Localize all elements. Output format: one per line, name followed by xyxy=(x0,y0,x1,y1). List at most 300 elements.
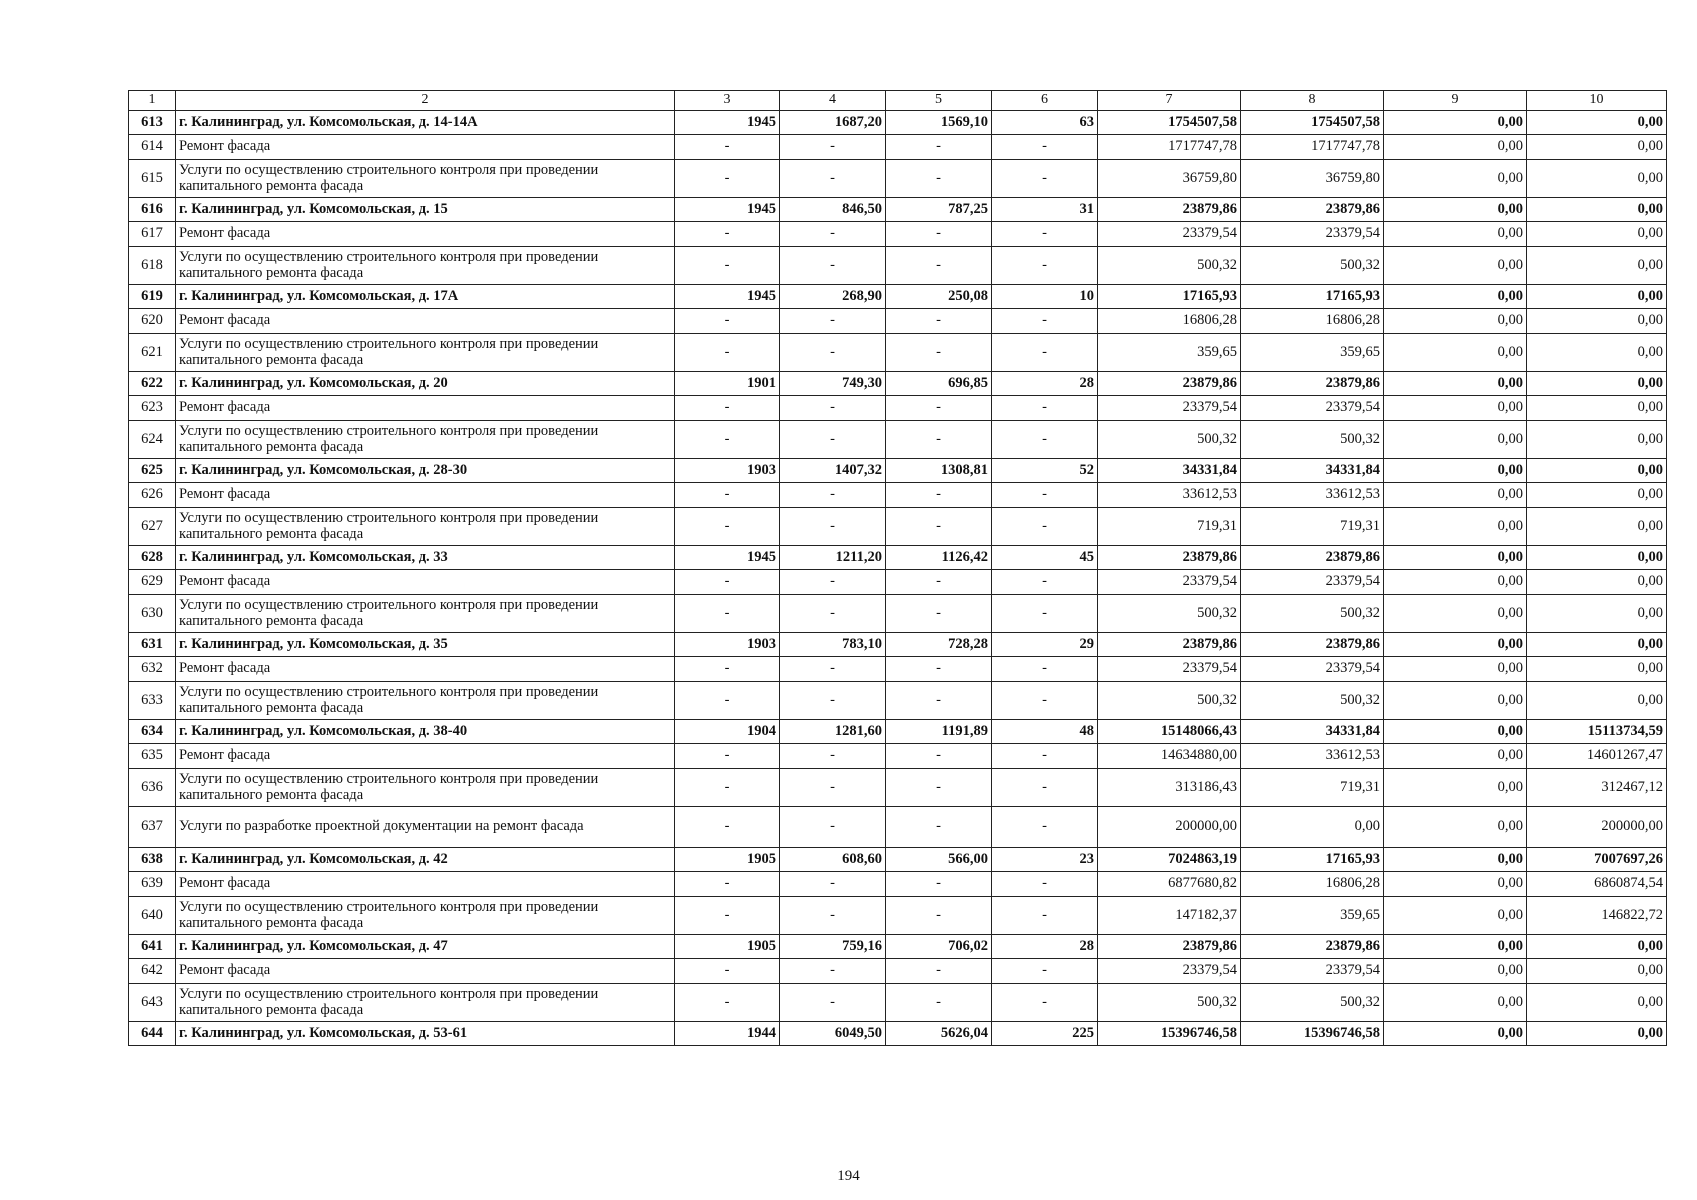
row-description: Услуги по осуществлению строительного контроля при проведении капитального ремонта фасада xyxy=(176,334,675,372)
residential-area: 1569,10 xyxy=(886,111,992,135)
cost-column-8: 359,65 xyxy=(1241,897,1384,935)
work-row xyxy=(129,682,1667,720)
cost-column-9: 0,00 xyxy=(1384,1022,1527,1046)
build-year: 1945 xyxy=(675,198,780,222)
row-description: Услуги по осуществлению строительного контроля при проведении капитального ремонта фасада xyxy=(176,247,675,285)
cost-column-9: 0,00 xyxy=(1384,935,1527,959)
total-area: - xyxy=(780,959,886,984)
column-header: 8 xyxy=(1241,91,1384,111)
build-year: - xyxy=(675,872,780,897)
row-number: 642 xyxy=(129,959,176,984)
row-description: г. Калининград, ул. Комсомольская, д. 28-30 xyxy=(176,459,675,483)
residents-count: 23 xyxy=(992,848,1098,872)
row-number: 616 xyxy=(129,198,176,222)
residential-area: - xyxy=(886,897,992,935)
row-description: Ремонт фасада xyxy=(176,959,675,984)
capital-repair-table xyxy=(128,90,1667,1046)
residential-area: - xyxy=(886,570,992,595)
cost-column-8: 719,31 xyxy=(1241,508,1384,546)
cost-column-10: 0,00 xyxy=(1527,198,1667,222)
cost-column-10: 0,00 xyxy=(1527,285,1667,309)
column-header: 10 xyxy=(1527,91,1667,111)
cost-column-8: 33612,53 xyxy=(1241,744,1384,769)
residents-count: - xyxy=(992,872,1098,897)
cost-column-9: 0,00 xyxy=(1384,872,1527,897)
row-number: 640 xyxy=(129,897,176,935)
row-number: 635 xyxy=(129,744,176,769)
build-year: 1944 xyxy=(675,1022,780,1046)
total-cost: 15396746,58 xyxy=(1098,1022,1241,1046)
residential-area: 566,00 xyxy=(886,848,992,872)
total-cost: 33612,53 xyxy=(1098,483,1241,508)
residential-area: 1126,42 xyxy=(886,546,992,570)
row-number: 618 xyxy=(129,247,176,285)
total-area: - xyxy=(780,595,886,633)
cost-column-9: 0,00 xyxy=(1384,744,1527,769)
residents-count: 29 xyxy=(992,633,1098,657)
address-row xyxy=(129,546,1667,570)
row-description: Ремонт фасада xyxy=(176,135,675,160)
cost-column-10: 312467,12 xyxy=(1527,769,1667,807)
cost-column-9: 0,00 xyxy=(1384,508,1527,546)
residential-area: - xyxy=(886,657,992,682)
total-cost: 36759,80 xyxy=(1098,160,1241,198)
residential-area: - xyxy=(886,309,992,334)
residents-count: - xyxy=(992,769,1098,807)
total-area: - xyxy=(780,135,886,160)
cost-column-9: 0,00 xyxy=(1384,657,1527,682)
cost-column-10: 0,00 xyxy=(1527,483,1667,508)
total-cost: 23379,54 xyxy=(1098,396,1241,421)
work-row xyxy=(129,769,1667,807)
row-number: 638 xyxy=(129,848,176,872)
total-area: - xyxy=(780,160,886,198)
residents-count: 28 xyxy=(992,372,1098,396)
work-row xyxy=(129,595,1667,633)
cost-column-10: 0,00 xyxy=(1527,309,1667,334)
cost-column-10: 0,00 xyxy=(1527,657,1667,682)
residential-area: 1191,89 xyxy=(886,720,992,744)
residents-count: - xyxy=(992,595,1098,633)
total-area: - xyxy=(780,984,886,1022)
cost-column-8: 36759,80 xyxy=(1241,160,1384,198)
row-description: г. Калининград, ул. Комсомольская, д. 17А xyxy=(176,285,675,309)
row-description: Ремонт фасада xyxy=(176,570,675,595)
row-number: 631 xyxy=(129,633,176,657)
residential-area: - xyxy=(886,247,992,285)
cost-column-8: 23879,86 xyxy=(1241,372,1384,396)
row-description: г. Калининград, ул. Комсомольская, д. 14-14А xyxy=(176,111,675,135)
cost-column-9: 0,00 xyxy=(1384,309,1527,334)
row-description: г. Калининград, ул. Комсомольская, д. 47 xyxy=(176,935,675,959)
row-number: 621 xyxy=(129,334,176,372)
cost-column-10: 0,00 xyxy=(1527,135,1667,160)
cost-column-10: 0,00 xyxy=(1527,396,1667,421)
residents-count: - xyxy=(992,135,1098,160)
build-year: - xyxy=(675,247,780,285)
total-area: 6049,50 xyxy=(780,1022,886,1046)
row-number: 622 xyxy=(129,372,176,396)
residential-area: - xyxy=(886,984,992,1022)
total-cost: 7024863,19 xyxy=(1098,848,1241,872)
cost-column-10: 200000,00 xyxy=(1527,807,1667,848)
total-cost: 200000,00 xyxy=(1098,807,1241,848)
residents-count: 48 xyxy=(992,720,1098,744)
residents-count: 10 xyxy=(992,285,1098,309)
build-year: 1903 xyxy=(675,459,780,483)
row-number: 630 xyxy=(129,595,176,633)
work-row xyxy=(129,984,1667,1022)
row-description: Услуги по осуществлению строительного контроля при проведении капитального ремонта фасада xyxy=(176,682,675,720)
work-row xyxy=(129,334,1667,372)
cost-column-9: 0,00 xyxy=(1384,848,1527,872)
build-year: - xyxy=(675,595,780,633)
cost-column-8: 500,32 xyxy=(1241,247,1384,285)
total-area: - xyxy=(780,421,886,459)
column-header: 5 xyxy=(886,91,992,111)
total-cost: 500,32 xyxy=(1098,984,1241,1022)
row-number: 620 xyxy=(129,309,176,334)
cost-column-8: 500,32 xyxy=(1241,984,1384,1022)
total-area: 1687,20 xyxy=(780,111,886,135)
row-description: г. Калининград, ул. Комсомольская, д. 35 xyxy=(176,633,675,657)
row-number: 633 xyxy=(129,682,176,720)
total-area: - xyxy=(780,483,886,508)
cost-column-9: 0,00 xyxy=(1384,459,1527,483)
build-year: 1945 xyxy=(675,546,780,570)
cost-column-8: 359,65 xyxy=(1241,334,1384,372)
cost-column-8: 17165,93 xyxy=(1241,848,1384,872)
cost-column-9: 0,00 xyxy=(1384,720,1527,744)
residential-area: - xyxy=(886,483,992,508)
work-row xyxy=(129,508,1667,546)
total-area: - xyxy=(780,508,886,546)
total-cost: 313186,43 xyxy=(1098,769,1241,807)
cost-column-9: 0,00 xyxy=(1384,372,1527,396)
residential-area: 5626,04 xyxy=(886,1022,992,1046)
column-header: 6 xyxy=(992,91,1098,111)
build-year: - xyxy=(675,396,780,421)
cost-column-9: 0,00 xyxy=(1384,984,1527,1022)
residents-count: - xyxy=(992,682,1098,720)
row-description: г. Калининград, ул. Комсомольская, д. 15 xyxy=(176,198,675,222)
address-row xyxy=(129,372,1667,396)
row-number: 643 xyxy=(129,984,176,1022)
total-cost: 1754507,58 xyxy=(1098,111,1241,135)
row-number: 613 xyxy=(129,111,176,135)
row-number: 625 xyxy=(129,459,176,483)
row-description: г. Калининград, ул. Комсомольская, д. 33 xyxy=(176,546,675,570)
residents-count: - xyxy=(992,334,1098,372)
total-cost: 500,32 xyxy=(1098,595,1241,633)
residents-count: - xyxy=(992,508,1098,546)
cost-column-8: 16806,28 xyxy=(1241,872,1384,897)
row-number: 637 xyxy=(129,807,176,848)
row-description: г. Калининград, ул. Комсомольская, д. 38-40 xyxy=(176,720,675,744)
row-description: г. Калининград, ул. Комсомольская, д. 53-61 xyxy=(176,1022,675,1046)
total-area: 749,30 xyxy=(780,372,886,396)
work-row xyxy=(129,396,1667,421)
residents-count: - xyxy=(992,984,1098,1022)
residents-count: - xyxy=(992,570,1098,595)
total-cost: 23879,86 xyxy=(1098,372,1241,396)
total-cost: 15148066,43 xyxy=(1098,720,1241,744)
address-row xyxy=(129,285,1667,309)
work-row xyxy=(129,483,1667,508)
cost-column-8: 17165,93 xyxy=(1241,285,1384,309)
row-number: 629 xyxy=(129,570,176,595)
build-year: - xyxy=(675,135,780,160)
column-number-header-row xyxy=(129,91,1667,111)
residential-area: - xyxy=(886,396,992,421)
cost-column-10: 0,00 xyxy=(1527,459,1667,483)
cost-column-9: 0,00 xyxy=(1384,135,1527,160)
row-number: 615 xyxy=(129,160,176,198)
total-cost: 23879,86 xyxy=(1098,935,1241,959)
residential-area: - xyxy=(886,744,992,769)
total-cost: 147182,37 xyxy=(1098,897,1241,935)
row-number: 614 xyxy=(129,135,176,160)
cost-column-9: 0,00 xyxy=(1384,769,1527,807)
cost-column-8: 1717747,78 xyxy=(1241,135,1384,160)
build-year: - xyxy=(675,897,780,935)
total-area: 1407,32 xyxy=(780,459,886,483)
total-cost: 14634880,00 xyxy=(1098,744,1241,769)
build-year: - xyxy=(675,984,780,1022)
row-number: 624 xyxy=(129,421,176,459)
row-number: 644 xyxy=(129,1022,176,1046)
cost-column-10: 0,00 xyxy=(1527,595,1667,633)
cost-column-10: 0,00 xyxy=(1527,984,1667,1022)
cost-column-9: 0,00 xyxy=(1384,682,1527,720)
cost-column-10: 0,00 xyxy=(1527,372,1667,396)
row-description: Ремонт фасада xyxy=(176,396,675,421)
cost-column-10: 0,00 xyxy=(1527,570,1667,595)
residential-area: 1308,81 xyxy=(886,459,992,483)
residential-area: - xyxy=(886,682,992,720)
row-number: 628 xyxy=(129,546,176,570)
work-row xyxy=(129,872,1667,897)
total-cost: 1717747,78 xyxy=(1098,135,1241,160)
row-description: Ремонт фасада xyxy=(176,744,675,769)
residents-count: 31 xyxy=(992,198,1098,222)
work-row xyxy=(129,807,1667,848)
total-area: - xyxy=(780,897,886,935)
residential-area: - xyxy=(886,872,992,897)
total-cost: 17165,93 xyxy=(1098,285,1241,309)
build-year: - xyxy=(675,959,780,984)
cost-column-9: 0,00 xyxy=(1384,247,1527,285)
work-row xyxy=(129,135,1667,160)
build-year: - xyxy=(675,334,780,372)
cost-column-9: 0,00 xyxy=(1384,897,1527,935)
total-cost: 6877680,82 xyxy=(1098,872,1241,897)
cost-column-8: 23379,54 xyxy=(1241,570,1384,595)
cost-column-10: 0,00 xyxy=(1527,633,1667,657)
total-cost: 16806,28 xyxy=(1098,309,1241,334)
total-area: - xyxy=(780,334,886,372)
row-number: 623 xyxy=(129,396,176,421)
row-description: г. Калининград, ул. Комсомольская, д. 42 xyxy=(176,848,675,872)
cost-column-8: 23379,54 xyxy=(1241,959,1384,984)
residents-count: - xyxy=(992,897,1098,935)
total-area: 268,90 xyxy=(780,285,886,309)
total-area: 1281,60 xyxy=(780,720,886,744)
residential-area: - xyxy=(886,222,992,247)
build-year: - xyxy=(675,570,780,595)
cost-column-9: 0,00 xyxy=(1384,807,1527,848)
total-cost: 719,31 xyxy=(1098,508,1241,546)
row-number: 641 xyxy=(129,935,176,959)
row-description: Услуги по осуществлению строительного контроля при проведении капитального ремонта фасада xyxy=(176,595,675,633)
total-area: - xyxy=(780,396,886,421)
residential-area: 787,25 xyxy=(886,198,992,222)
cost-column-9: 0,00 xyxy=(1384,160,1527,198)
residents-count: - xyxy=(992,396,1098,421)
total-area: - xyxy=(780,744,886,769)
residents-count: 52 xyxy=(992,459,1098,483)
cost-column-10: 0,00 xyxy=(1527,421,1667,459)
build-year: 1945 xyxy=(675,285,780,309)
total-area: - xyxy=(780,682,886,720)
build-year: - xyxy=(675,483,780,508)
residential-area: - xyxy=(886,508,992,546)
build-year: - xyxy=(675,744,780,769)
address-row xyxy=(129,198,1667,222)
cost-column-8: 500,32 xyxy=(1241,682,1384,720)
row-number: 639 xyxy=(129,872,176,897)
cost-column-8: 23379,54 xyxy=(1241,657,1384,682)
row-description: Услуги по разработке проектной документации на ремонт фасада xyxy=(176,807,675,848)
cost-column-10: 0,00 xyxy=(1527,959,1667,984)
cost-column-10: 0,00 xyxy=(1527,247,1667,285)
row-description: Услуги по осуществлению строительного контроля при проведении капитального ремонта фасада xyxy=(176,160,675,198)
cost-column-9: 0,00 xyxy=(1384,546,1527,570)
address-row xyxy=(129,633,1667,657)
build-year: - xyxy=(675,769,780,807)
build-year: 1904 xyxy=(675,720,780,744)
table-body xyxy=(129,111,1667,1046)
cost-column-8: 34331,84 xyxy=(1241,459,1384,483)
cost-column-8: 500,32 xyxy=(1241,421,1384,459)
work-row xyxy=(129,421,1667,459)
residents-count: - xyxy=(992,160,1098,198)
total-cost: 23379,54 xyxy=(1098,222,1241,247)
total-area: - xyxy=(780,807,886,848)
total-cost: 23379,54 xyxy=(1098,959,1241,984)
cost-column-8: 34331,84 xyxy=(1241,720,1384,744)
column-header: 4 xyxy=(780,91,886,111)
cost-column-10: 6860874,54 xyxy=(1527,872,1667,897)
work-row xyxy=(129,744,1667,769)
row-number: 617 xyxy=(129,222,176,247)
cost-column-9: 0,00 xyxy=(1384,633,1527,657)
cost-column-10: 0,00 xyxy=(1527,111,1667,135)
cost-column-9: 0,00 xyxy=(1384,570,1527,595)
column-header: 7 xyxy=(1098,91,1241,111)
total-cost: 500,32 xyxy=(1098,682,1241,720)
cost-column-8: 23379,54 xyxy=(1241,222,1384,247)
residential-area: - xyxy=(886,160,992,198)
row-number: 627 xyxy=(129,508,176,546)
total-area: - xyxy=(780,872,886,897)
build-year: 1905 xyxy=(675,935,780,959)
cost-column-8: 1754507,58 xyxy=(1241,111,1384,135)
row-description: Услуги по осуществлению строительного контроля при проведении капитального ремонта фасада xyxy=(176,897,675,935)
cost-column-10: 0,00 xyxy=(1527,160,1667,198)
row-number: 636 xyxy=(129,769,176,807)
cost-column-9: 0,00 xyxy=(1384,334,1527,372)
work-row xyxy=(129,247,1667,285)
row-description: Услуги по осуществлению строительного контроля при проведении капитального ремонта фасада xyxy=(176,421,675,459)
build-year: - xyxy=(675,657,780,682)
build-year: - xyxy=(675,222,780,247)
cost-column-8: 16806,28 xyxy=(1241,309,1384,334)
work-row xyxy=(129,657,1667,682)
cost-column-9: 0,00 xyxy=(1384,396,1527,421)
cost-column-10: 0,00 xyxy=(1527,222,1667,247)
cost-column-8: 33612,53 xyxy=(1241,483,1384,508)
total-cost: 34331,84 xyxy=(1098,459,1241,483)
cost-column-9: 0,00 xyxy=(1384,198,1527,222)
residents-count: 45 xyxy=(992,546,1098,570)
work-row xyxy=(129,309,1667,334)
work-row xyxy=(129,959,1667,984)
total-cost: 500,32 xyxy=(1098,247,1241,285)
column-header: 3 xyxy=(675,91,780,111)
build-year: - xyxy=(675,309,780,334)
row-description: Услуги по осуществлению строительного контроля при проведении капитального ремонта фасада xyxy=(176,984,675,1022)
residential-area: - xyxy=(886,421,992,459)
total-cost: 23879,86 xyxy=(1098,633,1241,657)
work-row xyxy=(129,222,1667,247)
build-year: - xyxy=(675,160,780,198)
residents-count: - xyxy=(992,744,1098,769)
total-area: - xyxy=(780,309,886,334)
residential-area: 706,02 xyxy=(886,935,992,959)
residents-count: - xyxy=(992,657,1098,682)
cost-column-10: 15113734,59 xyxy=(1527,720,1667,744)
address-row xyxy=(129,935,1667,959)
cost-column-8: 0,00 xyxy=(1241,807,1384,848)
cost-column-10: 0,00 xyxy=(1527,546,1667,570)
residential-area: - xyxy=(886,959,992,984)
address-row xyxy=(129,459,1667,483)
total-cost: 359,65 xyxy=(1098,334,1241,372)
cost-column-9: 0,00 xyxy=(1384,111,1527,135)
row-description: Ремонт фасада xyxy=(176,483,675,508)
total-cost: 23379,54 xyxy=(1098,570,1241,595)
row-description: Ремонт фасада xyxy=(176,872,675,897)
residents-count: - xyxy=(992,807,1098,848)
residents-count: - xyxy=(992,222,1098,247)
residential-area: - xyxy=(886,595,992,633)
cost-column-9: 0,00 xyxy=(1384,959,1527,984)
total-area: - xyxy=(780,570,886,595)
total-cost: 23879,86 xyxy=(1098,546,1241,570)
cost-column-8: 719,31 xyxy=(1241,769,1384,807)
cost-column-9: 0,00 xyxy=(1384,421,1527,459)
total-area: - xyxy=(780,657,886,682)
residential-area: 250,08 xyxy=(886,285,992,309)
build-year: 1903 xyxy=(675,633,780,657)
total-area: 783,10 xyxy=(780,633,886,657)
residential-area: - xyxy=(886,334,992,372)
row-number: 634 xyxy=(129,720,176,744)
row-description: Ремонт фасада xyxy=(176,309,675,334)
cost-column-10: 14601267,47 xyxy=(1527,744,1667,769)
residents-count: - xyxy=(992,309,1098,334)
